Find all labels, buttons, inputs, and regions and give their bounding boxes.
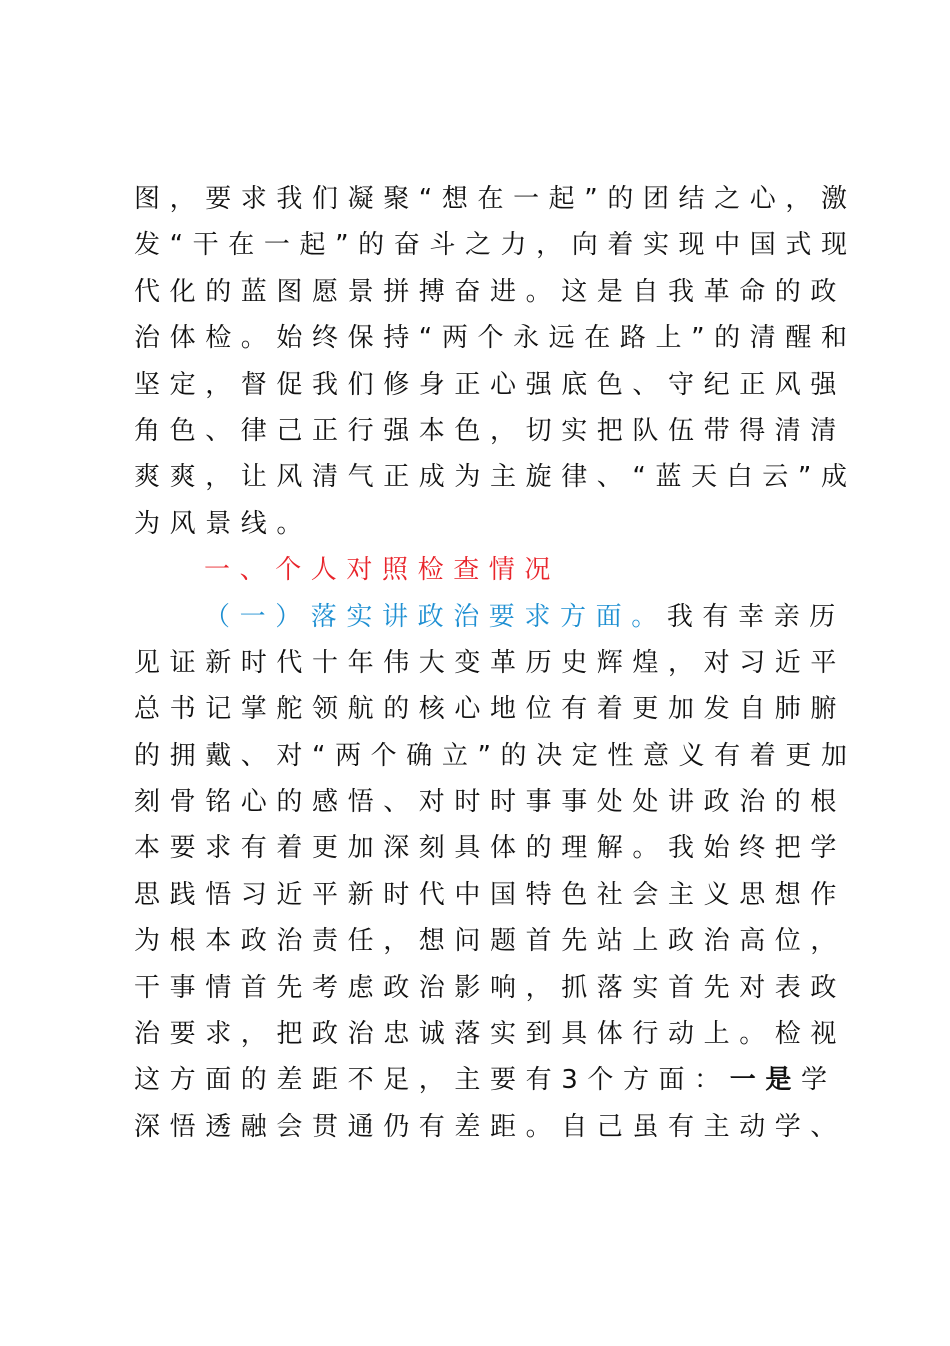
text-line: 治体检。始终保持“两个永远在路上”的清醒和: [134, 323, 857, 354]
text-line: 总书记掌舵领航的核心地位有着更加发自肺腑: [134, 694, 847, 725]
text-line: 角色、律己正行强本色，切实把队伍带得清清: [134, 415, 847, 446]
text-line: 本要求有着更加深刻具体的理解。我始终把学: [134, 833, 847, 864]
text-line: 的拥戴、对“两个确立”的决定性意义有着更加: [134, 740, 857, 771]
text-line: 为根本政治责任，想问题首先站上政治高位，: [134, 926, 847, 957]
subsection-line: [134, 594, 845, 640]
bold-marker: 一是: [729, 1065, 801, 1096]
text-line: 见证新时代十年伟大变革历史辉煌，对习近平: [134, 647, 847, 678]
document-body: [134, 176, 857, 1150]
text-line: 思践悟习近平新时代中国特色社会主义思想作: [134, 879, 847, 910]
text-line: 坚定，督促我们修身正心强底色、守纪正风强: [134, 369, 847, 400]
section-heading: 一、个人对照检查情况: [204, 555, 561, 586]
subsection-heading: （一）落实讲政治要求方面。: [204, 601, 667, 632]
text-line: 治要求，把政治忠诚落实到具体行动上。检视: [134, 1019, 847, 1050]
text-line: 干事情首先考虑政治影响，抓落实首先对表政: [134, 972, 847, 1003]
text-segment: 学: [800, 1065, 837, 1096]
text-line: 图，要求我们凝聚“想在一起”的团结之心，激: [134, 184, 857, 214]
text-line: 为风景线。: [134, 508, 313, 539]
text-line: 刻骨铭心的感悟、对时时事事处处讲政治的根: [134, 787, 847, 818]
text-line: [134, 1057, 837, 1103]
text-line: 代化的蓝图愿景拼搏奋进。这是自我革命的政: [134, 276, 847, 307]
text-segment: 这方面的差距不足，主要有3个方面：: [134, 1065, 730, 1096]
text-line: 深悟透融会贯通仍有差距。自己虽有主动学、: [134, 1111, 847, 1142]
text-line: 爽爽，让风清气正成为主旋律、“蓝天白云”成: [134, 462, 857, 493]
subsection-text: 我有幸亲历: [666, 601, 845, 632]
text-line: 发“干在一起”的奋斗之力，向着实现中国式现: [134, 230, 857, 261]
